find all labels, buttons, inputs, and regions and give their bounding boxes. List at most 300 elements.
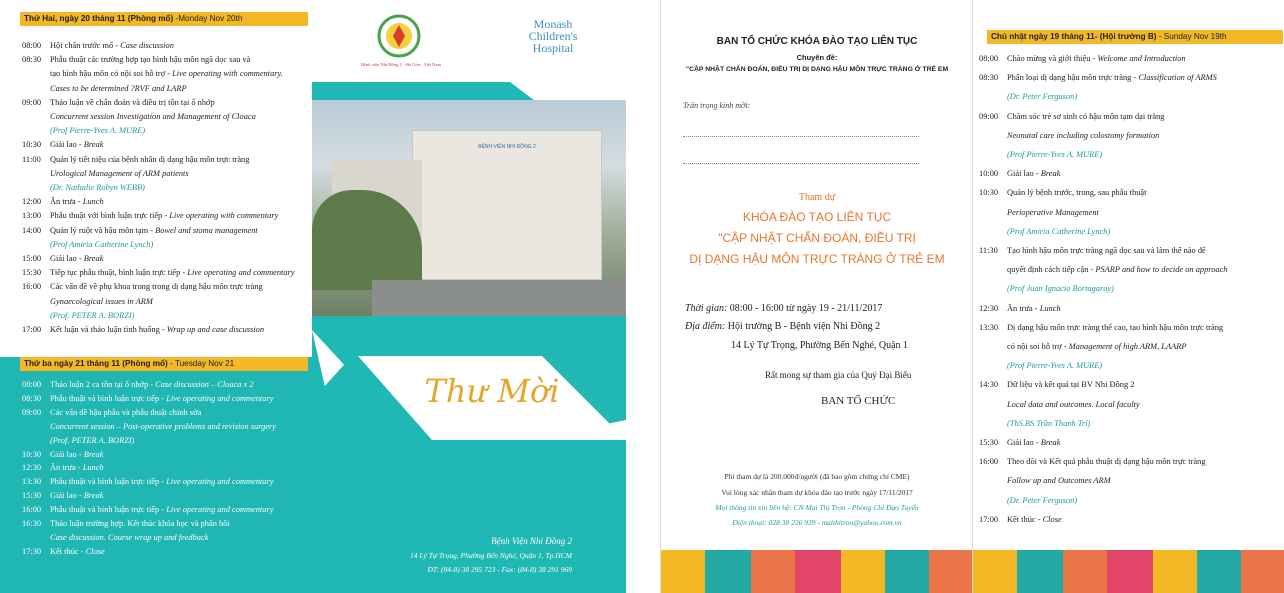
schedule-time xyxy=(979,87,1007,106)
schedule-desc-en: Live operating and commentary xyxy=(166,505,274,515)
schedule-desc-en: Live operating and commentary xyxy=(166,393,274,403)
schedule-desc-en: Live operating with commentary xyxy=(169,211,279,221)
schedule-time: 10:00 xyxy=(979,169,999,179)
schedule-time: 08:00 xyxy=(22,380,42,389)
schedule-desc xyxy=(1007,337,1283,356)
btc-signature: BAN TỔ CHỨC xyxy=(821,395,896,407)
schedule-row xyxy=(979,433,1283,452)
monash-line-2: Children's xyxy=(528,29,578,43)
schedule-desc-en: Break xyxy=(1040,169,1061,179)
schedule-desc xyxy=(1007,279,1283,298)
schedule-desc-en: Welcome and Introduction xyxy=(1097,54,1186,63)
schedule-desc-vi: Phẫu thuật các trường hợp tạo hình hậu môn ngã dọc sau và xyxy=(50,55,251,65)
schedule-desc-en: Wrap up and case discussion xyxy=(166,325,265,335)
schedule-row xyxy=(979,279,1283,298)
schedule-time: 13:30 xyxy=(22,477,42,487)
schedule-desc-vi: Tiếp tục phẫu thuật, bình luận trực tiếp - xyxy=(50,268,188,278)
schedule-desc-vi: Dị dạng hậu môn trực tràng thể cao, tạo hình hậu môn trực tràng xyxy=(1007,322,1224,332)
schedule-desc-en: Lunch xyxy=(82,463,104,473)
schedule-time: 12:30 xyxy=(979,303,999,313)
schedule-desc-vi: Kết thúc - xyxy=(1007,514,1043,524)
schedule-desc xyxy=(50,209,312,223)
schedule-row xyxy=(979,183,1283,202)
schedule-time xyxy=(22,434,50,448)
schedule-desc xyxy=(1007,49,1283,68)
schedule-desc xyxy=(1007,87,1283,106)
monday-schedule xyxy=(22,39,312,337)
schedule-desc xyxy=(50,252,312,266)
schedule-time: 08:00 xyxy=(22,41,42,50)
schedule-desc xyxy=(50,167,312,181)
schedule-time xyxy=(22,67,50,81)
schedule-desc-en: Management of high ARM, LAARP xyxy=(1068,342,1187,352)
schedule-row xyxy=(22,378,312,392)
schedule-row xyxy=(22,224,312,238)
schedule-time: 08:30 xyxy=(22,55,42,65)
course-line-2: "CẬP NHẬT CHẨN ĐOÁN, ĐIỀU TRỊ xyxy=(718,231,916,245)
schedule-row xyxy=(22,53,312,67)
time-label: Thời gian: xyxy=(685,303,728,314)
schedule-time: 08:30 xyxy=(979,73,999,83)
schedule-row xyxy=(22,309,312,323)
schedule-time xyxy=(979,222,1007,241)
schedule-speaker: (Prof Amiria Catherine Lynch) xyxy=(50,239,154,249)
monday-header-vi: Thứ Hai, ngày 20 tháng 11 (Phòng mổ) xyxy=(24,14,174,23)
schedule-time xyxy=(979,145,1007,164)
schedule-desc-en: Break xyxy=(83,491,104,501)
schedule-desc-vi: Các vấn đề về phụ khoa trong trong dị dạng hậu môn trực tràng xyxy=(50,282,263,292)
schedule-desc-en: Concurrent session – Post-operative problems and revision surgery xyxy=(50,421,277,431)
schedule-time xyxy=(22,295,50,309)
schedule-desc xyxy=(50,323,312,337)
schedule-time: 15:30 xyxy=(22,268,42,278)
schedule-desc xyxy=(1007,375,1283,394)
schedule-desc-vi: Giải lao - xyxy=(1007,438,1041,448)
schedule-desc xyxy=(50,309,312,323)
schedule-time: 16:00 xyxy=(22,282,42,292)
schedule-desc xyxy=(50,153,312,167)
schedule-time: 17:00 xyxy=(22,325,42,335)
photo-mask xyxy=(312,0,626,593)
color-bar-10 xyxy=(1063,550,1107,593)
schedule-row xyxy=(979,414,1283,433)
schedule-row xyxy=(22,295,312,309)
sunday-schedule xyxy=(979,49,1283,529)
color-bar-2 xyxy=(705,550,751,593)
invite-label: Trân trọng kính mời: xyxy=(683,101,751,110)
monday-header-en: -Monday Nov 20th xyxy=(173,14,243,23)
schedule-desc xyxy=(50,503,312,517)
schedule-time xyxy=(22,420,50,434)
sunday-header-vi: Chủ nhật ngày 19 tháng 11- (Hội trường B) xyxy=(991,32,1157,41)
schedule-desc-vi: Tạo hình hậu môn trực tràng ngã dọc sau và làm thế nào để xyxy=(1007,246,1206,256)
schedule-row xyxy=(22,392,312,406)
schedule-row xyxy=(22,280,312,294)
schedule-desc-vi: Phẫu thuật và bình luận trực tiếp - xyxy=(50,505,167,515)
schedule-speaker: (Dr. Peter Ferguson) xyxy=(1007,495,1078,505)
schedule-row xyxy=(979,260,1283,279)
schedule-row xyxy=(22,323,312,337)
schedule-desc-vi: Quản lý bệnh trước, trong, sau phẫu thuật xyxy=(1007,188,1147,198)
hospital-address: 14 Lý Tự Trọng, Phường Bến Nghé, Quận 1, Tp.HCM xyxy=(410,551,572,560)
invitee-line-2 xyxy=(683,163,919,164)
course-line-1: KHÓA ĐÀO TẠO LIÊN TỤC xyxy=(742,210,892,224)
schedule-desc xyxy=(1007,241,1283,260)
schedule-desc-vi: Chăm sóc trẻ sơ sinh có hậu môn tạm dại tràng xyxy=(1007,111,1165,121)
organizer: BAN TỔ CHỨC KHÓA ĐÀO TẠO LIÊN TỤC xyxy=(716,36,918,47)
schedule-time: 14:30 xyxy=(979,380,999,390)
schedule-desc-vi: Giải lao - xyxy=(50,491,84,501)
schedule-row xyxy=(22,545,312,559)
schedule-desc-vi: Kết thúc - xyxy=(50,546,86,556)
schedule-time: 15:00 xyxy=(22,254,42,264)
schedule-time xyxy=(979,126,1007,145)
schedule-desc xyxy=(50,96,312,110)
schedule-desc xyxy=(50,448,312,462)
schedule-row xyxy=(22,167,312,181)
schedule-desc xyxy=(1007,222,1283,241)
schedule-desc xyxy=(1007,414,1283,433)
panel-4 xyxy=(972,0,1284,593)
schedule-time: 08:00 xyxy=(979,54,999,63)
schedule-row xyxy=(22,195,312,209)
schedule-desc-en: PSARP and how to decide on approach xyxy=(1095,265,1228,275)
schedule-row xyxy=(979,68,1283,87)
schedule-row xyxy=(22,406,312,420)
schedule-desc-en: Local data and outcomes. Local faculty xyxy=(1007,399,1140,409)
schedule-time: 13:30 xyxy=(979,322,999,332)
schedule-row xyxy=(22,461,312,475)
schedule-desc xyxy=(50,224,312,238)
contact-phone: Điện thoại: 028 38 226 939 - maithitron@yahoo.com.vn xyxy=(732,518,902,527)
schedule-desc xyxy=(50,110,312,124)
color-bar-12 xyxy=(1153,550,1197,593)
schedule-time: 17:00 xyxy=(979,514,999,524)
tuesday-header-en: - Tuesday Nov 21 xyxy=(167,359,235,368)
monash-line-1: Monash xyxy=(533,17,573,31)
topic: "CẬP NHẬT CHẨN ĐOÁN, ĐIỀU TRỊ DỊ DẠNG HẬU MÔN TRỰC TRÀNG Ở TRẺ EM xyxy=(685,66,949,73)
schedule-desc-vi: quyết định cách tiếp cận - xyxy=(1007,265,1096,275)
schedule-desc-vi: Dữ liệu và kết quả tại BV Nhi Đồng 2 xyxy=(1007,380,1135,390)
schedule-row xyxy=(979,375,1283,394)
schedule-row xyxy=(22,531,312,545)
schedule-time: 15:30 xyxy=(22,491,42,501)
schedule-time: 12:30 xyxy=(22,463,42,473)
time-row xyxy=(685,303,882,314)
schedule-desc-en: Case discussion. Course wrap up and feedback xyxy=(50,532,209,542)
schedule-row xyxy=(979,49,1283,68)
logo-caption: Bệnh viện Nhi Đồng 2 - Sài Gòn - Việt Nam xyxy=(360,62,442,67)
schedule-row xyxy=(22,420,312,434)
schedule-time: 10:30 xyxy=(979,188,999,198)
sunday-header-en: - Sunday Nov 19th xyxy=(1156,32,1227,41)
schedule-row xyxy=(979,318,1283,337)
color-bar-1 xyxy=(661,550,705,593)
schedule-desc xyxy=(50,489,312,503)
schedule-desc xyxy=(50,420,312,434)
schedule-desc xyxy=(1007,260,1283,279)
schedule-desc-en: Live operating and commentary xyxy=(166,477,274,487)
schedule-desc-en: Close xyxy=(1042,514,1062,524)
schedule-row xyxy=(22,434,312,448)
schedule-desc-vi: Phân loại dị dạng hậu môn trực tràng - xyxy=(1007,73,1139,83)
schedule-row xyxy=(22,209,312,223)
schedule-desc-en: Break xyxy=(83,254,104,264)
schedule-row xyxy=(979,107,1283,126)
schedule-speaker: (Prof Juan Ignacio Bortagaray) xyxy=(1007,284,1114,294)
topic-label: Chuyên đề: xyxy=(796,53,838,62)
schedule-desc-vi: Kết luận và thảo luận tình huống - xyxy=(50,325,167,335)
schedule-row xyxy=(979,241,1283,260)
schedule-desc xyxy=(50,531,312,545)
schedule-time: 16:00 xyxy=(22,505,42,515)
schedule-desc xyxy=(1007,395,1283,414)
schedule-desc-en: Classification of ARMS xyxy=(1138,73,1217,83)
schedule-desc-en: Case discussion xyxy=(120,41,174,50)
schedule-desc-vi: Thảo luận trường hợp. Kết thúc khóa học và phân hồi xyxy=(50,519,230,529)
schedule-time: 13:00 xyxy=(22,211,42,221)
hospital-phone: ĐT: (84-8) 38 295 723 - Fax: (84-8) 38 291 969 xyxy=(427,565,572,574)
schedule-desc xyxy=(50,195,312,209)
schedule-row xyxy=(979,491,1283,510)
schedule-time xyxy=(22,124,50,138)
schedule-row xyxy=(979,222,1283,241)
schedule-desc-vi: Ăn trưa - xyxy=(50,463,83,473)
color-bar-11 xyxy=(1107,550,1153,593)
schedule-desc-vi: Giải lao - xyxy=(50,449,84,459)
schedule-desc-en: Case discussion – Cloaca x 2 xyxy=(155,380,254,389)
schedule-desc xyxy=(1007,510,1283,529)
schedule-time: 16:00 xyxy=(979,457,999,467)
schedule-desc xyxy=(1007,318,1283,337)
schedule-desc xyxy=(50,124,312,138)
schedule-desc xyxy=(50,67,312,81)
tuesday-header xyxy=(20,357,308,371)
schedule-time xyxy=(22,309,50,323)
tuesday-header-vi: Thứ ba ngày 21 tháng 11 (Phòng mổ) xyxy=(24,359,168,368)
place-value: Hội trường B - Bệnh viện Nhi Đồng 2 xyxy=(725,321,881,332)
schedule-desc xyxy=(1007,164,1283,183)
schedule-desc-vi: có nội soi hỗ trợ - xyxy=(1007,342,1069,352)
schedule-row xyxy=(979,356,1283,375)
schedule-desc-vi: Chào mừng và giới thiệu - xyxy=(1007,54,1098,63)
schedule-desc-vi: tạo hình hậu môn có nội soi hỗ trợ - xyxy=(50,69,173,79)
schedule-time: 09:00 xyxy=(22,407,42,417)
schedule-row xyxy=(22,39,312,53)
schedule-time xyxy=(979,395,1007,414)
hope-text: Rất mong sự tham gia của Quý Đại Biểu xyxy=(765,370,912,380)
schedule-time: 09:00 xyxy=(22,97,42,107)
schedule-time xyxy=(979,260,1007,279)
schedule-desc-en: Perioperative Management xyxy=(1007,207,1099,217)
schedule-row xyxy=(22,252,312,266)
schedule-desc xyxy=(1007,471,1283,490)
schedule-desc-vi: Giải lao - xyxy=(50,140,84,150)
schedule-row xyxy=(22,82,312,96)
schedule-desc xyxy=(50,461,312,475)
schedule-desc-vi: Hội chẩn trước mổ - xyxy=(50,41,121,50)
schedule-desc xyxy=(50,295,312,309)
panel-2 xyxy=(312,0,626,593)
schedule-desc-vi: Thảo luận 2 ca tồn tại ổ nhớp - xyxy=(50,380,156,389)
schedule-desc xyxy=(50,545,312,559)
schedule-row xyxy=(22,138,312,152)
schedule-desc xyxy=(50,517,312,531)
schedule-row xyxy=(22,503,312,517)
schedule-desc xyxy=(50,406,312,420)
schedule-desc xyxy=(50,238,312,252)
schedule-time: 16:30 xyxy=(22,519,42,529)
schedule-time: 12:00 xyxy=(22,197,42,207)
schedule-desc-en: Concurrent session Investigation and Management of Cloaca xyxy=(50,112,256,122)
invitee-line-1 xyxy=(683,136,919,137)
monash-line-3: Hospital xyxy=(532,41,574,55)
schedule-desc-vi: Giải lao - xyxy=(50,254,84,264)
schedule-desc-vi: Quản lý tiết niệu của bệnh nhân dị dạng hậu môn trực tràng xyxy=(50,154,250,164)
schedule-row xyxy=(979,395,1283,414)
schedule-desc xyxy=(1007,299,1283,318)
schedule-desc-en: Live operating with commentary. xyxy=(172,69,283,79)
schedule-desc-en: Lunch xyxy=(82,197,104,207)
schedule-desc xyxy=(50,378,312,392)
schedule-desc xyxy=(1007,107,1283,126)
schedule-desc xyxy=(1007,126,1283,145)
schedule-desc xyxy=(1007,183,1283,202)
schedule-time xyxy=(979,337,1007,356)
schedule-time xyxy=(22,167,50,181)
schedule-row xyxy=(22,67,312,81)
schedule-desc-en: Lunch xyxy=(1039,303,1061,313)
fee-text: Phí tham dự là 200.000đ/người (đã bao gồm chứng chỉ CME) xyxy=(724,472,910,481)
schedule-speaker: (Prof Amiria Catherine Lynch) xyxy=(1007,226,1111,236)
color-bar-5 xyxy=(841,550,885,593)
schedule-time: 10:30 xyxy=(22,140,42,150)
schedule-desc-en: Close xyxy=(85,546,105,556)
schedule-desc-vi: Các vấn đề hậu phẫu và phẫu thuật chỉnh sửa xyxy=(50,407,202,417)
schedule-speaker: (ThS.BS Trần Thanh Trí) xyxy=(1007,418,1091,428)
schedule-row xyxy=(22,96,312,110)
schedule-desc xyxy=(1007,356,1283,375)
place-label: Địa điểm: xyxy=(685,321,726,332)
schedule-speaker: (Dr. Nathalie Robyn WEBB) xyxy=(50,183,145,193)
sunday-header xyxy=(987,30,1283,44)
schedule-desc xyxy=(1007,452,1283,471)
schedule-desc xyxy=(1007,145,1283,164)
schedule-row xyxy=(22,517,312,531)
schedule-desc-en: Follow up and Outcomes ARM xyxy=(1007,476,1111,486)
schedule-speaker: (Dr. Peter Ferguson) xyxy=(1007,92,1078,102)
confirm-text: Vui lòng xác nhận tham dự khóa đào tạo trước ngày 17/11/2017 xyxy=(721,488,913,497)
monday-header xyxy=(20,12,308,26)
color-bar-6 xyxy=(885,550,929,593)
schedule-time: 08:30 xyxy=(22,393,42,403)
schedule-desc xyxy=(1007,491,1283,510)
schedule-desc-vi: Phẫu thuật và bình luận trực tiếp - xyxy=(50,393,167,403)
schedule-row xyxy=(22,181,312,195)
schedule-row xyxy=(979,164,1283,183)
schedule-row xyxy=(979,299,1283,318)
schedule-desc-en: Urological Management of ARM patients xyxy=(50,168,189,178)
schedule-desc xyxy=(1007,68,1283,87)
color-bar-14 xyxy=(1241,550,1284,593)
panel-1 xyxy=(0,0,312,593)
color-bar-7 xyxy=(929,550,973,593)
schedule-row xyxy=(979,126,1283,145)
schedule-desc xyxy=(50,138,312,152)
schedule-time xyxy=(979,491,1007,510)
schedule-time: 17:30 xyxy=(22,546,42,556)
schedule-desc xyxy=(50,53,312,67)
invitation-title: Thư Mời xyxy=(424,372,560,410)
schedule-desc-vi: Phẫu thuật và bình luận trực tiếp - xyxy=(50,477,167,487)
schedule-row xyxy=(22,448,312,462)
schedule-desc-en: Live operating and commentary xyxy=(187,268,295,278)
schedule-row xyxy=(22,238,312,252)
schedule-desc xyxy=(50,434,312,448)
schedule-desc-vi: Quản lý ruột và hậu môn tạm - xyxy=(50,225,156,235)
place-address: 14 Lý Tự Trọng, Phường Bến Nghé, Quận 1 xyxy=(731,340,909,351)
schedule-speaker: (Prof Pierre-Yves A. MURE) xyxy=(1007,150,1103,160)
schedule-row xyxy=(22,266,312,280)
schedule-desc-en: Gynaecological issues in ARM xyxy=(50,296,153,306)
schedule-desc-vi: Phẫu thuật với bình luận trực tiếp - xyxy=(50,211,170,221)
schedule-desc-vi: Ăn trưa - xyxy=(1007,303,1040,313)
schedule-row xyxy=(22,124,312,138)
schedule-speaker: (Prof Pierre-Yves A. MURE) xyxy=(1007,361,1103,371)
schedule-time xyxy=(22,531,50,545)
schedule-desc xyxy=(50,82,312,96)
attend-label: Tham dự xyxy=(798,192,836,203)
course-line-3: DỊ DẠNG HẬU MÔN TRỰC TRÀNG Ở TRẺ EM xyxy=(689,252,945,266)
color-bar-4 xyxy=(795,550,841,593)
schedule-desc-vi: Thảo luận về chẩn đoán và điều trị tồn tại ổ nhớp xyxy=(50,97,215,107)
schedule-desc xyxy=(50,266,312,280)
schedule-speaker: (Prof. PETER A. BORZI) xyxy=(50,310,135,320)
schedule-row xyxy=(979,510,1283,529)
schedule-desc-en: Bowel and stoma management xyxy=(155,225,258,235)
building-sign: BỆNH VIỆN NHI ĐỒNG 2 xyxy=(478,144,536,150)
schedule-time xyxy=(979,203,1007,222)
schedule-desc xyxy=(1007,203,1283,222)
schedule-desc-en: (Prof. PETER A. BORZI) xyxy=(50,435,135,445)
time-value: 08:00 - 16:00 từ ngày 19 - 21/11/2017 xyxy=(727,303,883,314)
place-row xyxy=(685,321,880,332)
schedule-time: 09:00 xyxy=(979,111,999,121)
schedule-time xyxy=(979,471,1007,490)
schedule-time: 10:30 xyxy=(22,449,42,459)
hospital-name: Bệnh Viện Nhi Đồng 2 xyxy=(491,536,572,546)
schedule-desc xyxy=(50,39,312,53)
contact-text: Mọi thông tin xin liên hệ: CN Mai Thị Trọn - Phòng Chỉ Đạo Tuyến xyxy=(715,503,919,512)
schedule-desc-en: Break xyxy=(83,449,104,459)
color-bar-3 xyxy=(751,550,795,593)
schedule-desc xyxy=(1007,433,1283,452)
schedule-row xyxy=(979,337,1283,356)
color-bar-13 xyxy=(1197,550,1241,593)
schedule-row xyxy=(22,153,312,167)
schedule-desc-vi: Ăn trưa - xyxy=(50,197,83,207)
schedule-desc-vi: Giải lao - xyxy=(1007,169,1041,179)
schedule-row xyxy=(979,471,1283,490)
schedule-desc-en: Neonatal care including colostomy formation xyxy=(1007,130,1160,140)
schedule-time xyxy=(979,279,1007,298)
schedule-speaker: (Prof Pierre-Yves A. MURE) xyxy=(50,126,146,136)
schedule-desc xyxy=(50,280,312,294)
schedule-desc-en: Break xyxy=(83,140,104,150)
schedule-desc xyxy=(50,181,312,195)
schedule-row xyxy=(22,489,312,503)
schedule-desc-vi: Theo dõi và Kết quả phẫu thuật dị dạng hậu môn trực tràng xyxy=(1007,457,1206,467)
